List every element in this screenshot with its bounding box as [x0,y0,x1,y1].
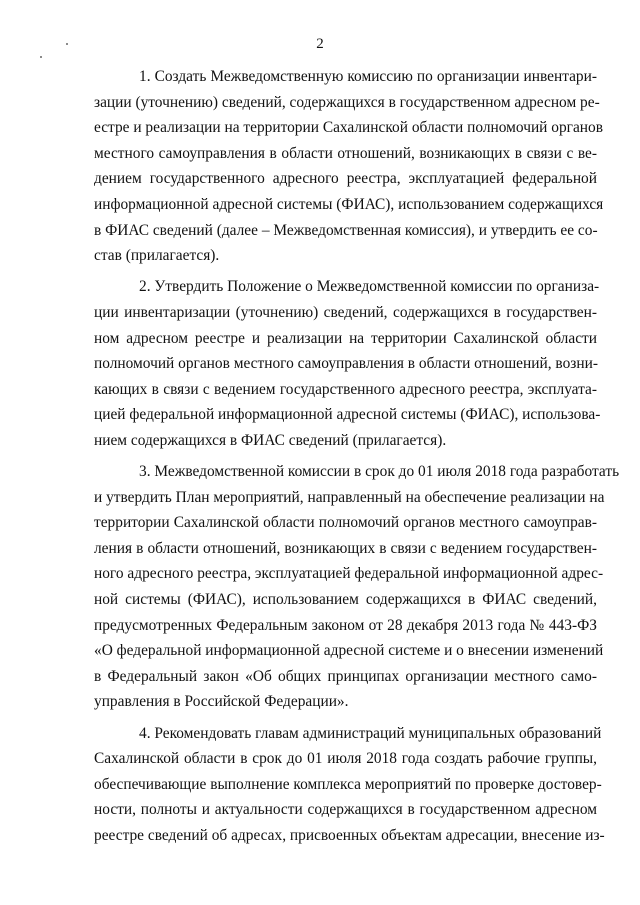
paragraph-line: 4. Рекомендовать главам администраций муниципальных образований [139,724,602,742]
page-number: 2 [316,36,324,52]
paragraph-line: 3. Межведомственной комиссии в срок до 01 июля 2018 года разработать [139,463,620,481]
paragraph-line: в ФИАС сведений (далее – Межведомственная комиссия), и утвердить ее со- [94,221,598,239]
paragraph-line: полномочий органов местного самоуправления в области отношений, возни- [94,355,598,373]
paragraph-line: предусмотренных Федеральным законом от 28 декабря 2013 года № 443-ФЗ [94,616,597,634]
paragraph-line: реестре сведений об адресах, присвоенных объектам адресации, внесение из- [94,827,605,844]
paragraph-4 [94,721,605,849]
paragraph-line: 2. Утвердить Положение о Межведомственной комиссии по организа- [139,278,600,296]
paragraph-line: кающих в связи с ведением государственного адресного реестра, эксплуата- [94,380,597,398]
paragraph-line: местного самоуправления в области отношений, возникающих в связи с ве- [94,144,597,162]
paragraph-1 [94,64,604,269]
paragraph-line: 1. Создать Межведомственную комиссию по организации инвентари- [139,68,597,85]
paragraph-line: ции инвентаризации (уточнению) сведений, содержащихся в государствен- [94,303,597,321]
paragraph-3 [94,459,620,715]
paragraph-line: нием содержащихся в ФИАС сведений (прилагается). [94,431,447,449]
paragraph-line: и утвердить План мероприятий, направленный на обеспечение реализации на [94,488,605,506]
paragraph-line: ности, полноты и актуальности содержащихся в государственном адресном [94,801,597,819]
paragraph-line: зации (уточнению) сведений, содержащихся в государственном адресном ре- [94,93,600,111]
paragraph-line: ной системы (ФИАС), использованием содержащихся в ФИАС сведений, [94,591,597,609]
paragraph-line: управления в Российской Федерации». [94,693,349,711]
paragraph-line: цией федеральной информационной адресной системы (ФИАС), использова- [94,406,601,424]
paragraph-line: информационной адресной системы (ФИАС), использованием содержащихся [94,195,604,213]
paragraph-line: дением государственного адресного реестра, эксплуатацией федеральной [94,170,597,188]
paragraph-line: Сахалинской области в срок до 01 июля 2018 года создать рабочие группы, [94,750,597,768]
paragraph-line: в Федеральный закон «Об общих принципах организации местного само- [94,667,597,685]
paragraph-line: естре и реализации на территории Сахалинской области полномочий органов [94,119,604,137]
paragraph-line: обеспечивающие выполнение комплекса мероприятий по проверке достовер- [94,775,602,793]
paragraph-line: «О федеральной информационной адресной системе и о внесении изменений [94,642,604,660]
paragraph-line: ления в области отношений, возникающих в связи с ведением государствен- [94,539,597,557]
document-body [94,64,620,849]
paragraph-line: став (прилагается). [94,247,220,265]
paragraph-line: ного адресного реестра, эксплуатацией федеральной информационной адрес- [94,565,604,583]
paragraph-line: территории Сахалинской области полномочий органов местного самоуправ- [94,514,597,532]
paragraph-2 [94,274,601,453]
paragraph-line: ном адресном реестре и реализации на территории Сахалинской области [94,329,597,347]
scan-speck [40,56,42,58]
